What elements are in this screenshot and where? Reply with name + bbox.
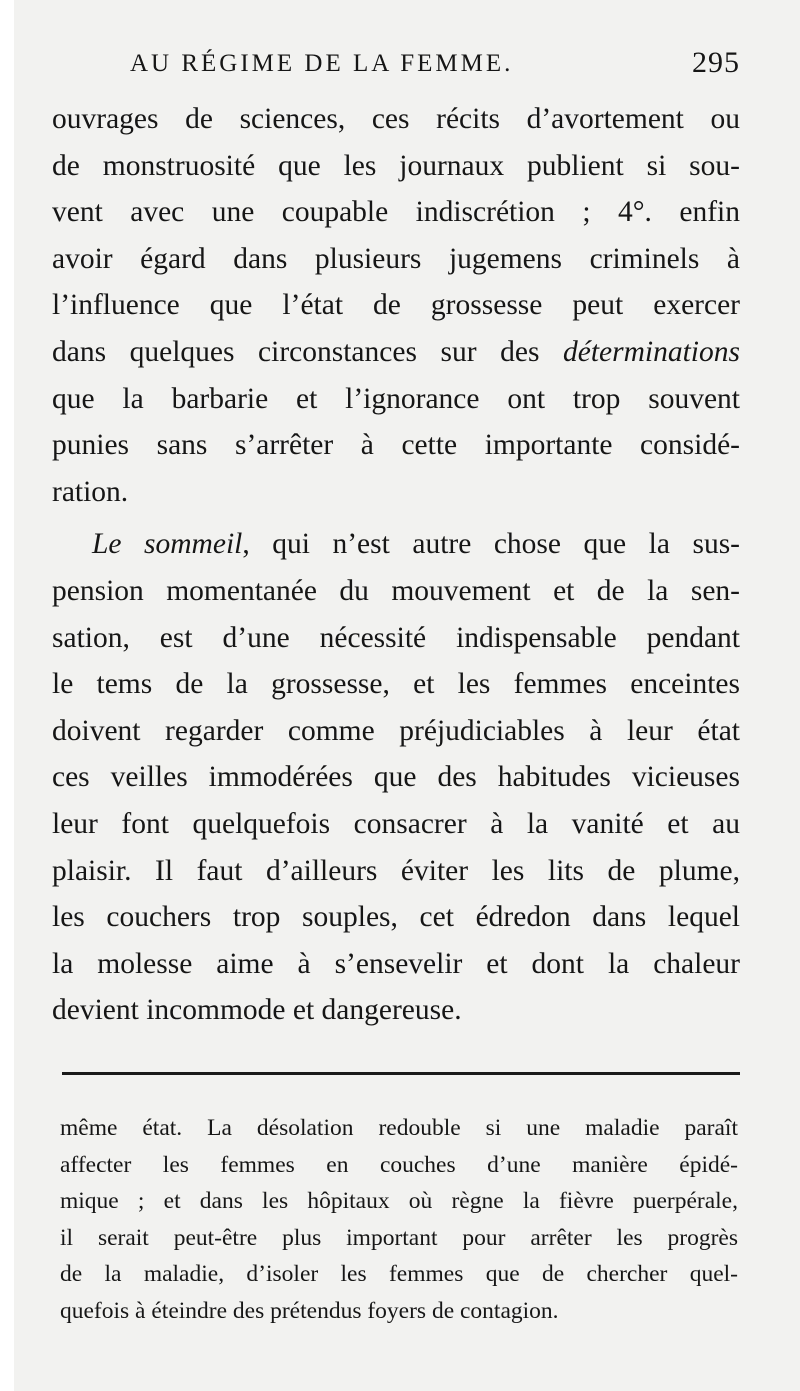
text-line: pension momentanée du mouvement et de la sen-	[52, 574, 740, 607]
text-line: que la barbarie et l’ignorance ont trop souvent	[52, 382, 740, 415]
footnote-line: affecter les femmes en couches d’une manière épidé-	[60, 1151, 738, 1178]
text-line: punies sans s’arrêter à cette importante considé-	[52, 429, 740, 462]
text-line: le tems de la grossesse, et les femmes enceintes	[52, 668, 740, 701]
text-line: plaisir. Il faut d’ailleurs éviter les lits de plume,	[52, 854, 740, 887]
text-segment: , qui n’est autre chose que la sus-	[242, 528, 740, 561]
footnote	[60, 1110, 738, 1329]
italic-term: Le sommeil	[92, 528, 243, 561]
text-line: vent avec une coupable indiscrétion ; 4°. enfin	[52, 196, 740, 229]
text-segment: dans quelques circonstances sur des	[52, 335, 540, 368]
text-line: ces veilles immodérées que des habitudes vicieuses	[52, 761, 740, 794]
footnote-line: quefois à éteindre des prétendus foyers de contagion.	[60, 1297, 559, 1324]
page-header	[130, 46, 740, 86]
text-line: devient incommode et dangereuse.	[52, 994, 462, 1027]
text-line: avoir égard dans plusieurs jugemens criminels à	[52, 242, 740, 275]
main-text	[52, 96, 740, 1034]
footnote-line: de la maladie, d’isoler les femmes que de chercher quel-	[60, 1261, 738, 1287]
running-title: AU RÉGIME DE LA FEMME.	[130, 50, 514, 77]
text-line: sation, est d’une nécessité indispensable pendant	[52, 621, 740, 654]
text-line: leur font quelquefois consacrer à la vanité et au	[52, 807, 740, 840]
footnote-line: il serait peut-être plus important pour arrêter les progrès	[60, 1224, 738, 1251]
footnote-line: mique ; et dans les hôpitaux où règne la fièvre puerpérale,	[60, 1188, 738, 1214]
text-line: la molesse aime à s’ensevelir et dont la chaleur	[52, 947, 740, 980]
text-line	[52, 329, 740, 376]
footnote-rule	[62, 1072, 740, 1075]
text-line: l’influence que l’état de grossesse peut exercer	[52, 289, 740, 322]
text-line: ouvrages de sciences, ces récits d’avortement ou	[52, 103, 740, 135]
text-line: ration.	[52, 475, 129, 508]
text-line: les couchers trop souples, cet édredon dans lequel	[52, 901, 740, 934]
text-line	[52, 521, 740, 568]
italic-term: déterminations	[563, 335, 740, 368]
footnote-line: même état. La désolation redouble si une maladie paraît	[60, 1115, 738, 1141]
page-number: 295	[692, 46, 740, 79]
text-line: de monstruosité que les journaux publient si sou-	[52, 149, 740, 182]
text-line: doivent regarder comme préjudiciables à leur état	[52, 714, 740, 747]
